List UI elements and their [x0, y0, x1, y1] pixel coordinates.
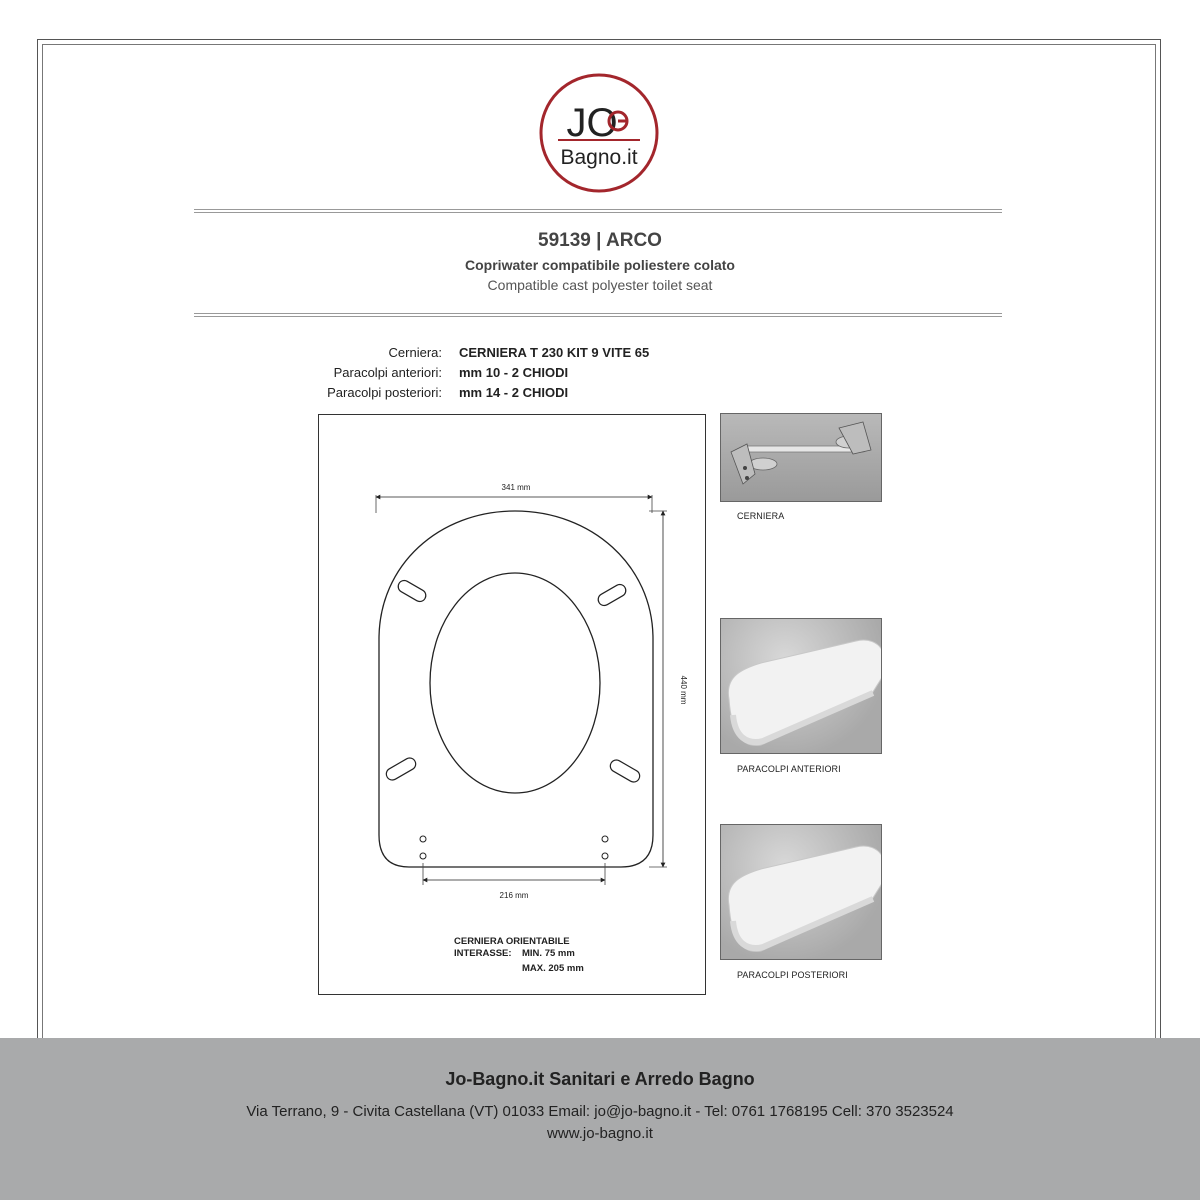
product-subtitle-en: Compatible cast polyester toilet seat	[487, 277, 713, 293]
hinge-caption: CERNIERA	[737, 511, 785, 521]
bumper-slot	[608, 758, 642, 784]
bumper-slot	[596, 582, 628, 607]
bumper-slot	[384, 756, 418, 782]
rear-bumper-image	[721, 825, 881, 959]
seat-outline	[379, 511, 653, 867]
header-rule-bottom	[194, 313, 1002, 317]
hinge-hole	[602, 853, 608, 859]
bumper-slot	[396, 578, 428, 603]
spec-value-front-bumpers: mm 10 - 2 CHIODI	[459, 365, 569, 380]
hinge-photo-image	[721, 414, 881, 501]
hinge-hole	[420, 836, 426, 842]
hinge-hole	[602, 836, 608, 842]
seat-opening	[430, 573, 600, 793]
technical-drawing	[318, 414, 706, 995]
holes-dimension-label: 216 mm	[499, 891, 529, 900]
footer-address: Via Terrano, 9 - Civita Castellana (VT) 01033 Email: jo@jo-bagno.it - Tel: 0761 1768195 Cell: 370 3523524	[246, 1103, 954, 1120]
hinge-note-title: CERNIERA ORIENTABILE	[454, 936, 570, 947]
jo-bagno-logo	[538, 72, 660, 194]
header-rule-top	[194, 209, 1002, 213]
rear-bumper-photo	[720, 824, 882, 960]
spec-label-hinge: Cerniera:	[388, 345, 442, 360]
seat-drawing-svg	[319, 415, 705, 994]
hinge-note-max: MAX. 205 mm	[522, 963, 584, 974]
rear-bumper-caption: PARACOLPI POSTERIORI	[737, 970, 848, 980]
hinge-hole	[420, 853, 426, 859]
hinge-note-interasse: INTERASSE:	[454, 948, 512, 959]
logo-jo-text: JO	[566, 101, 618, 145]
front-bumper-image	[721, 619, 881, 753]
footer-website: www.jo-bagno.it	[547, 1125, 653, 1142]
length-dimension-label: 440 mm	[679, 675, 688, 705]
spec-label-front-bumpers: Paracolpi anteriori:	[333, 365, 442, 380]
hinge-photo	[720, 413, 882, 502]
footer-title: Jo-Bagno.it Sanitari e Arredo Bagno	[445, 1069, 755, 1089]
logo-bagno-text: Bagno.it	[560, 146, 638, 169]
width-dimension-label: 341 mm	[501, 483, 531, 492]
front-bumper-photo	[720, 618, 882, 754]
spec-label-rear-bumpers: Paracolpi posteriori:	[327, 385, 442, 400]
front-bumper-caption: PARACOLPI ANTERIORI	[737, 764, 841, 774]
hinge-note-min: MIN. 75 mm	[522, 948, 575, 959]
spec-value-hinge: CERNIERA T 230 KIT 9 VITE 65	[459, 345, 650, 360]
spec-value-rear-bumpers: mm 14 - 2 CHIODI	[459, 385, 569, 400]
product-code: 59139 | ARCO	[538, 230, 662, 251]
product-subtitle-it: Copriwater compatibile poliestere colato	[465, 257, 735, 273]
